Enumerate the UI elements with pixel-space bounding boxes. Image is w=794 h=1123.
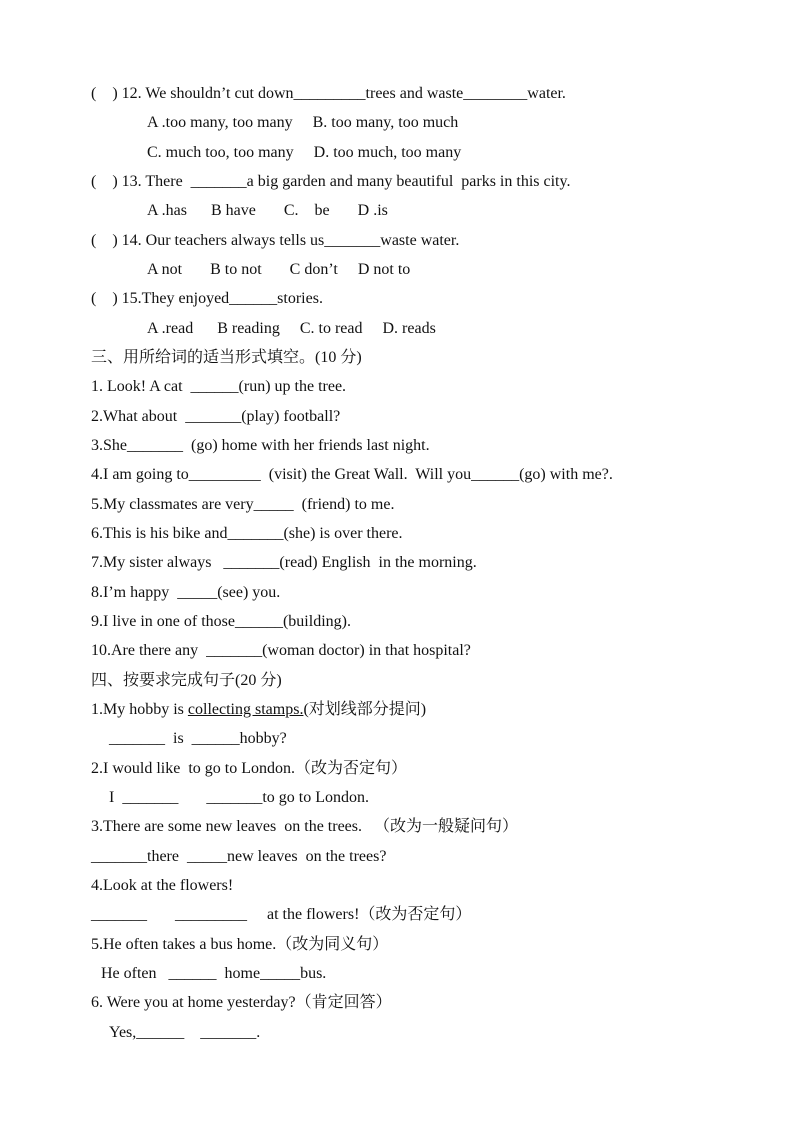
section-3-item: 7.My sister always _______(read) English in the morning. — [91, 554, 477, 571]
underlined-phrase: collecting stamps. — [187, 701, 304, 718]
section-3-item: 1. Look! A cat ______(run) up the tree. — [91, 378, 347, 395]
sentence-1 — [91, 700, 426, 720]
section-3-item: 6.This is his bike and_______(she) is over there. — [91, 525, 403, 542]
question-15: ( ) 15.They enjoyed______stories. — [91, 290, 323, 307]
section-3-item: 10.Are there any _______(woman doctor) in that hospital? — [91, 642, 471, 659]
sentence-3: 3.There are some new leaves on the trees. （改为一般疑问句） — [91, 818, 518, 835]
sentence-2-answer: I _______ _______to go to London. — [109, 789, 369, 806]
section-3-item: 3.She_______ (go) home with her friends last night. — [91, 437, 430, 454]
section-3-item: 4.I am going to_________ (visit) the Great Wall. Will you______(go) with me?. — [91, 466, 613, 483]
sentence-1-prefix: 1.My hobby is — [91, 701, 188, 718]
question-13: ( ) 13. There _______a big garden and many beautiful parks in this city. — [91, 173, 571, 190]
section-3-item: 9.I live in one of those______(building). — [91, 613, 351, 630]
sentence-2: 2.I would like to go to London.（改为否定句） — [91, 760, 407, 777]
sentence-1-instruction: (对划线部分提问) — [303, 701, 427, 718]
section-3-heading: 三、用所给词的适当形式填空。(10 分) — [91, 349, 362, 366]
question-13-options: A .has B have C. be D .is — [147, 202, 388, 219]
sentence-1-answer: _______ is ______hobby? — [109, 730, 287, 747]
sentence-3-answer: _______there _____new leaves on the trees? — [91, 848, 387, 865]
section-4-heading: 四、按要求完成句子(20 分) — [91, 672, 282, 689]
question-14-options: A not B to not C don’t D not to — [147, 261, 411, 278]
sentence-5: 5.He often takes a bus home.（改为同义句） — [91, 936, 389, 953]
sentence-6: 6. Were you at home yesterday?（肯定回答） — [91, 994, 392, 1011]
question-12-options-ab: A .too many, too many B. too many, too much — [147, 114, 459, 131]
section-3-item: 8.I’m happy _____(see) you. — [91, 584, 281, 601]
question-14: ( ) 14. Our teachers always tells us_______waste water. — [91, 232, 460, 249]
question-12-options-cd: C. much too, too many D. too much, too many — [147, 144, 462, 161]
section-3-item: 2.What about _______(play) football? — [91, 408, 341, 425]
question-12: ( ) 12. We shouldn’t cut down_________trees and waste________water. — [91, 85, 566, 102]
sentence-5-answer: He often ______ home_____bus. — [101, 965, 327, 982]
question-15-options: A .read B reading C. to read D. reads — [147, 320, 436, 337]
section-3-item: 5.My classmates are very_____ (friend) to me. — [91, 496, 395, 513]
sentence-4-answer: _______ _________ at the flowers!（改为否定句） — [91, 906, 472, 923]
sentence-4: 4.Look at the flowers! — [91, 877, 234, 894]
sentence-6-answer: Yes,______ _______. — [109, 1024, 261, 1041]
